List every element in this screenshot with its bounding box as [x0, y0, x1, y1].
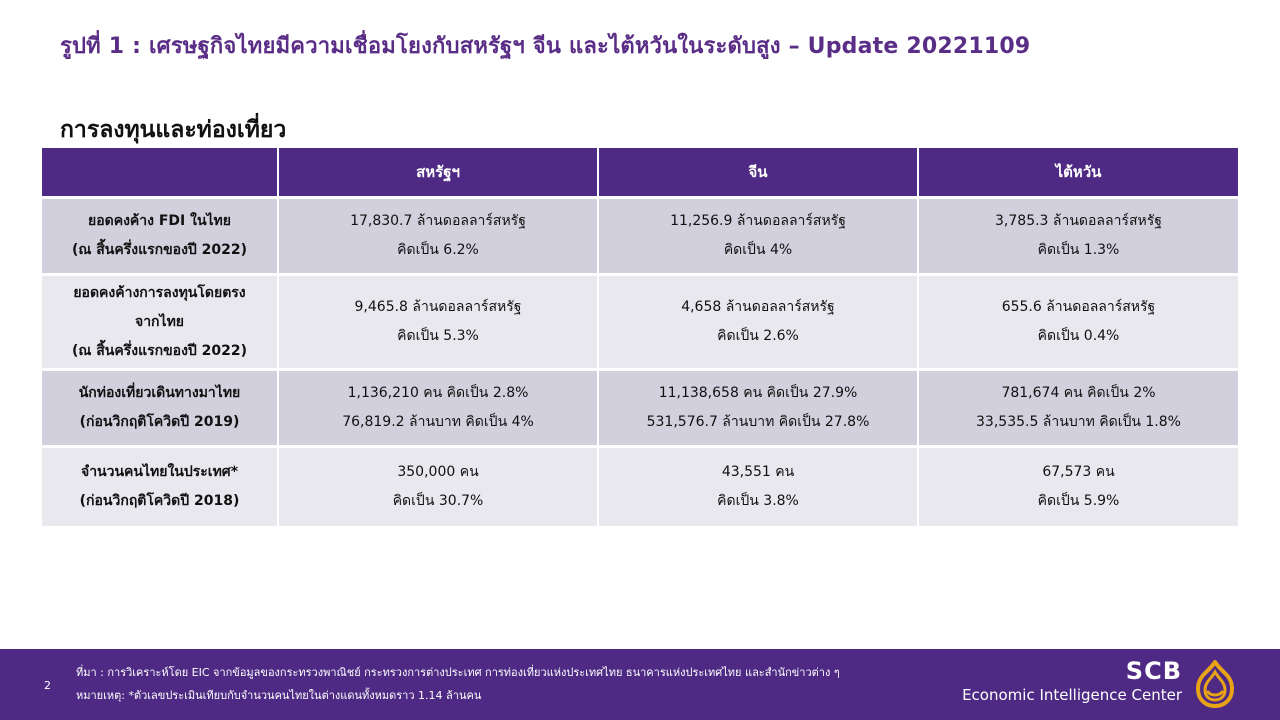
cell-line: 3,785.3 ล้านดอลลาร์สหรัฐ [995, 213, 1162, 229]
brand-name: SCB [1125, 657, 1182, 685]
cell-line: 17,830.7 ล้านดอลลาร์สหรัฐ [350, 213, 526, 229]
row-label-line: (ณ สิ้นครึ่งแรกของปี 2022) [71, 242, 248, 258]
remark-note: หมายเหตุ: *ตัวเลขประเมินเทียบกับจำนวนคนไทยในต่างแดนทั้งหมดราว 1.14 ล้านคน [76, 689, 482, 702]
cell-china [598, 275, 918, 370]
cell-line: 11,138,658 คน คิดเป็น 27.9% [658, 385, 858, 401]
cell-line: 655.6 ล้านดอลลาร์สหรัฐ [1001, 299, 1156, 315]
row-label [42, 370, 278, 447]
table-row [42, 275, 1238, 370]
cell-china [598, 370, 918, 447]
row-label-line: ยอดคงค้างการลงทุนโดยตรง [73, 284, 246, 301]
brand-block [960, 657, 1182, 705]
cell-china [598, 198, 918, 275]
row-label-line: (ก่อนวิกฤติโควิดปี 2019) [79, 414, 240, 430]
row-label-line: จำนวนคนไทยในประเทศ* [80, 464, 239, 480]
cell-line: คิดเป็น 2.6% [717, 328, 799, 344]
row-label [42, 275, 278, 370]
cell-taiwan [918, 198, 1238, 275]
cell-china [598, 447, 918, 527]
cell-us [278, 370, 598, 447]
cell-line: 781,674 คน คิดเป็น 2% [1001, 385, 1156, 401]
cell-line: 11,256.9 ล้านดอลลาร์สหรัฐ [670, 213, 846, 229]
cell-line: คิดเป็น 5.3% [397, 328, 479, 344]
scb-lotus-logo-icon [1192, 659, 1238, 709]
footer-bar [0, 649, 1280, 720]
cell-us [278, 198, 598, 275]
cell-taiwan [918, 447, 1238, 527]
table-row [42, 370, 1238, 447]
cell-line: 43,551 คน [721, 464, 795, 480]
cell-line: 531,576.7 ล้านบาท คิดเป็น 27.8% [646, 414, 870, 430]
cell-line: 350,000 คน [397, 464, 479, 480]
cell-taiwan [918, 275, 1238, 370]
cell-line: 76,819.2 ล้านบาท คิดเป็น 4% [342, 414, 534, 430]
header-china: จีน [598, 148, 918, 198]
cell-us [278, 447, 598, 527]
cell-line: 1,136,210 คน คิดเป็น 2.8% [347, 385, 529, 401]
source-note: ที่มา : การวิเคราะห์โดย EIC จากข้อมูลของกระทรวงพาณิชย์ กระทรวงการต่างประเทศ การท่องเที่ยวแห่งประเทศไทย ธนาคารแห่งประเทศไทย และสำนักข่าวต่าง ๆ [76, 666, 840, 679]
brand-subtitle: Economic Intelligence Center [962, 686, 1182, 704]
table-header-row [42, 148, 1238, 198]
cell-line: คิดเป็น 0.4% [1037, 328, 1120, 344]
cell-us [278, 275, 598, 370]
table-row [42, 198, 1238, 275]
cell-line: คิดเป็น 30.7% [392, 493, 484, 509]
header-taiwan: ไต้หวัน [918, 148, 1238, 198]
slide-title: รูปที่ 1 : เศรษฐกิจไทยมีความเชื่อมโยงกับสหรัฐฯ จีน และไต้หวันในระดับสูง – Update 20221109 [60, 34, 1031, 59]
row-label-line: จากไทย [134, 313, 184, 330]
cell-line: คิดเป็น 5.9% [1037, 493, 1120, 509]
investment-tourism-table [42, 148, 1238, 526]
cell-taiwan [918, 370, 1238, 447]
cell-line: 67,573 คน [1042, 464, 1115, 480]
table-row [42, 447, 1238, 527]
cell-line: 33,535.5 ล้านบาท คิดเป็น 1.8% [976, 414, 1181, 430]
row-label-line: ยอดคงค้าง FDI ในไทย [88, 213, 231, 229]
cell-line: คิดเป็น 1.3% [1037, 242, 1120, 258]
cell-line: 4,658 ล้านดอลลาร์สหรัฐ [681, 299, 835, 315]
section-title: การลงทุนและท่องเที่ยว [60, 117, 287, 143]
row-label-line: (ก่อนวิกฤติโควิดปี 2018) [79, 493, 240, 509]
cell-line: คิดเป็น 3.8% [717, 493, 799, 509]
header-us: สหรัฐฯ [278, 148, 598, 198]
cell-line: 9,465.8 ล้านดอลลาร์สหรัฐ [354, 299, 522, 315]
row-label-line: (ณ สิ้นครึ่งแรกของปี 2022) [71, 342, 248, 359]
page-number: 2 [44, 679, 51, 692]
header-empty [42, 148, 278, 198]
cell-line: คิดเป็น 4% [723, 242, 793, 258]
cell-line: คิดเป็น 6.2% [397, 242, 479, 258]
row-label [42, 447, 278, 527]
row-label-line: นักท่องเที่ยวเดินทางมาไทย [78, 385, 241, 401]
row-label [42, 198, 278, 275]
